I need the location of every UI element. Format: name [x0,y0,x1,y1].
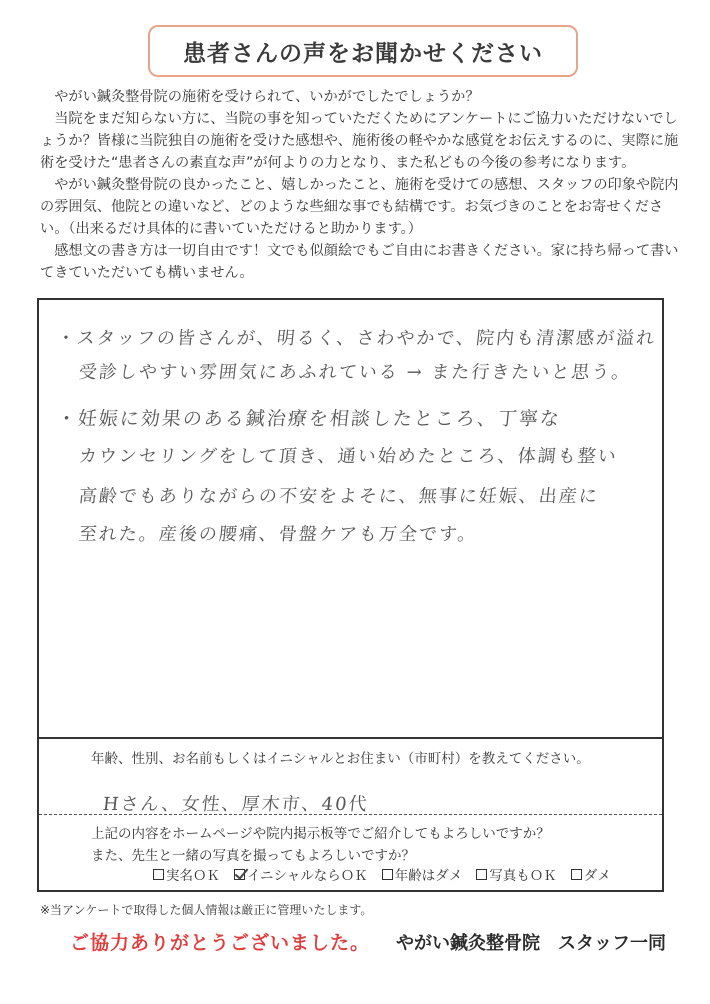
handwritten-line: 高齢でもありながらの不安をよそに、無事に妊娠、出産に [77,486,600,507]
profile-question: 年齢、性別、お名前もしくはイニシャルとお住まい（市町村）を教えてください。 [91,751,590,767]
option-photo-ok[interactable] [476,864,557,884]
intro-paragraph: 感想文の書き方は一切自由です！文でも似顔絵でもご自由にお書きください。家に持ち帰って書いてきていただいても構いません。 [40,243,679,281]
thanks-message: ご協力ありがとうございました。 [70,932,371,954]
option-initials[interactable] [234,864,368,884]
checkbox-icon[interactable] [571,869,582,880]
intro-paragraph: 当院をまだ知らない方に、当院の事を知っていただくためにアンケートにご協力いただけないでしょうか？皆様に当院独自の施術を受けた感想や、施術後の軽やかな感覚をお伝えするのに、実際に施術を受けた“患者さんの素直な声”が何よりの力となり、また私どもの今後の参考になります。 [40,111,679,171]
checkbox-icon[interactable] [476,869,487,880]
page-title: 患者さんの声をお聞かせください [183,40,543,67]
option-no[interactable] [571,864,611,884]
photo-question: また、先生と一緒の写真を撮ってもよろしいですか？ [91,848,415,864]
intro-paragraph: やがい鍼灸整骨院の良かったこと、嬉しかったこと、施術を受けての感想、スタッフの印象や院内の雰囲気、他院との違いなど、どのような些細な事でも結構です。お気づきのことをお寄せください。（出来るだけ具体的に書いていただけると助かります。） [40,177,679,237]
divider [39,737,662,739]
checked-checkbox-icon[interactable] [234,869,245,880]
option-label: ダメ [583,868,611,884]
option-realname[interactable] [153,864,220,884]
consent-options [153,864,611,884]
handwritten-line: ・妊娠に効果のある鍼治療を相談したところ、丁寧な [55,408,563,430]
option-label: イニシャルならＯＫ [247,868,368,884]
handwritten-line: 至れた。産後の腰痛、骨盤ケアも万全です。 [77,524,479,545]
footer [70,928,670,955]
title-box [148,25,578,77]
option-no-age[interactable] [382,864,463,884]
checkbox-icon[interactable] [153,869,164,880]
checkbox-icon[interactable] [382,869,393,880]
clinic-signature: やがい鍼灸整骨院 スタッフ一同 [396,933,667,954]
handwritten-line: ・スタッフの皆さんが、明るく、さわやかで、院内も清潔感が溢れ [55,328,658,349]
divider [39,814,662,815]
privacy-notice: ※当アンケートで取得した個人情報は厳正に管理いたします。 [40,903,373,917]
profile-answer: Hさん、女性、厚木市、40代 [101,794,370,815]
handwritten-answer-area [39,300,662,737]
survey-form [37,298,664,892]
handwritten-line: カウンセリングをして頂き、通い始めたところ、体調も整い [77,446,619,467]
consent-question: 上記の内容をホームページや院内掲示板等でご紹介してもよろしいですか？ [91,826,550,842]
intro-text [40,86,680,284]
option-label: 年齢はダメ [394,868,463,884]
handwritten-line: 受診しやすい雰囲気にあふれている → また行きたいと思う。 [77,362,633,383]
option-label: 写真もＯＫ [489,868,557,884]
option-label: 実名ＯＫ [166,868,220,884]
intro-paragraph: やがい鍼灸整骨院の施術を受けられて、いかがでしたでしょうか？ [54,89,480,105]
